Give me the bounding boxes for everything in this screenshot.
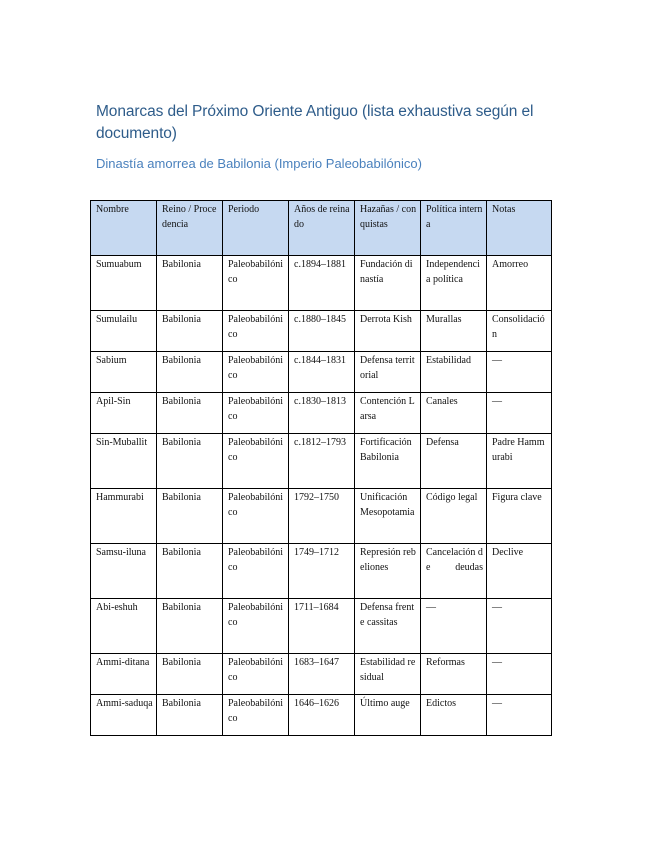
header-politica: Política interna: [421, 201, 487, 256]
cell-hazanas: Último auge: [355, 695, 421, 736]
cell-reino: Babilonia: [157, 434, 223, 489]
cell-periodo: Paleobabilónico: [223, 599, 289, 654]
cell-anios: c.1880–1845: [289, 311, 355, 352]
cell-hazanas: Represión rebeliones: [355, 544, 421, 599]
cell-periodo: Paleobabilónico: [223, 695, 289, 736]
table-row: [91, 352, 552, 393]
cell-anios: 1646–1626: [289, 695, 355, 736]
cell-nombre: Ammi-ditana: [91, 654, 157, 695]
cell-hazanas: Fundación dinastía: [355, 256, 421, 311]
header-reino: Reino / Procedencia: [157, 201, 223, 256]
cell-nombre: Samsu-iluna: [91, 544, 157, 599]
cell-reino: Babilonia: [157, 256, 223, 311]
table-row: [91, 599, 552, 654]
header-hazanas: Hazañas / conquistas: [355, 201, 421, 256]
table-row: [91, 654, 552, 695]
cell-politica: —: [421, 599, 487, 654]
header-notas: Notas: [487, 201, 552, 256]
cell-periodo: Paleobabilónico: [223, 393, 289, 434]
cell-notas: —: [487, 599, 552, 654]
cell-politica: Independencia política: [421, 256, 487, 311]
cell-politica: Canales: [421, 393, 487, 434]
cell-hazanas: Contención Larsa: [355, 393, 421, 434]
cell-anios: 1792–1750: [289, 489, 355, 544]
cell-nombre: Sabium: [91, 352, 157, 393]
header-anios: Años de reinado: [289, 201, 355, 256]
cell-nombre: Apil-Sin: [91, 393, 157, 434]
table-row: [91, 489, 552, 544]
cell-notas: Declive: [487, 544, 552, 599]
cell-anios: 1683–1647: [289, 654, 355, 695]
header-nombre: Nombre: [91, 201, 157, 256]
cell-reino: Babilonia: [157, 352, 223, 393]
cell-politica: Murallas: [421, 311, 487, 352]
table-row: [91, 695, 552, 736]
cell-anios: c.1844–1831: [289, 352, 355, 393]
cell-hazanas: Derrota Kish: [355, 311, 421, 352]
table-row: [91, 256, 552, 311]
table-row: [91, 311, 552, 352]
table-row: [91, 544, 552, 599]
cell-notas: —: [487, 352, 552, 393]
cell-politica: Defensa: [421, 434, 487, 489]
cell-periodo: Paleobabilónico: [223, 352, 289, 393]
cell-notas: Figura clave: [487, 489, 552, 544]
cell-reino: Babilonia: [157, 599, 223, 654]
cell-politica: Reformas: [421, 654, 487, 695]
table-row: [91, 434, 552, 489]
cell-politica: Estabilidad: [421, 352, 487, 393]
cell-hazanas: Estabilidad residual: [355, 654, 421, 695]
section-title: Dinastía amorrea de Babilonia (Imperio Paleobabilónico): [96, 156, 422, 171]
monarchs-table: [90, 200, 552, 736]
cell-reino: Babilonia: [157, 393, 223, 434]
cell-notas: —: [487, 695, 552, 736]
cell-hazanas: Defensa frente cassitas: [355, 599, 421, 654]
cell-reino: Babilonia: [157, 489, 223, 544]
cell-nombre: Sumuabum: [91, 256, 157, 311]
cell-periodo: Paleobabilónico: [223, 544, 289, 599]
cell-reino: Babilonia: [157, 544, 223, 599]
cell-notas: Consolidación: [487, 311, 552, 352]
cell-politica: Cancelación de deudas: [421, 544, 487, 599]
cell-periodo: Paleobabilónico: [223, 256, 289, 311]
cell-anios: c.1894–1881: [289, 256, 355, 311]
cell-politica: Código legal: [421, 489, 487, 544]
cell-anios: c.1830–1813: [289, 393, 355, 434]
cell-nombre: Ammi-saduqa: [91, 695, 157, 736]
header-periodo: Periodo: [223, 201, 289, 256]
page-title: Monarcas del Próximo Oriente Antiguo (lista exhaustiva según el documento): [96, 103, 534, 142]
cell-nombre: Sumulailu: [91, 311, 157, 352]
cell-notas: —: [487, 654, 552, 695]
cell-anios: c.1812–1793: [289, 434, 355, 489]
cell-hazanas: Defensa territorial: [355, 352, 421, 393]
cell-notas: —: [487, 393, 552, 434]
cell-anios: 1749–1712: [289, 544, 355, 599]
cell-anios: 1711–1684: [289, 599, 355, 654]
cell-reino: Babilonia: [157, 311, 223, 352]
cell-periodo: Paleobabilónico: [223, 489, 289, 544]
cell-nombre: Abi-eshuh: [91, 599, 157, 654]
cell-periodo: Paleobabilónico: [223, 434, 289, 489]
cell-periodo: Paleobabilónico: [223, 311, 289, 352]
cell-hazanas: Unificación Mesopotamia: [355, 489, 421, 544]
cell-notas: Padre Hammurabi: [487, 434, 552, 489]
cell-reino: Babilonia: [157, 654, 223, 695]
cell-nombre: Sin-Muballit: [91, 434, 157, 489]
cell-periodo: Paleobabilónico: [223, 654, 289, 695]
cell-hazanas: Fortificación Babilonia: [355, 434, 421, 489]
cell-nombre: Hammurabi: [91, 489, 157, 544]
cell-reino: Babilonia: [157, 695, 223, 736]
cell-notas: Amorreo: [487, 256, 552, 311]
table-header-row: [91, 201, 552, 256]
table-row: [91, 393, 552, 434]
cell-politica: Edictos: [421, 695, 487, 736]
